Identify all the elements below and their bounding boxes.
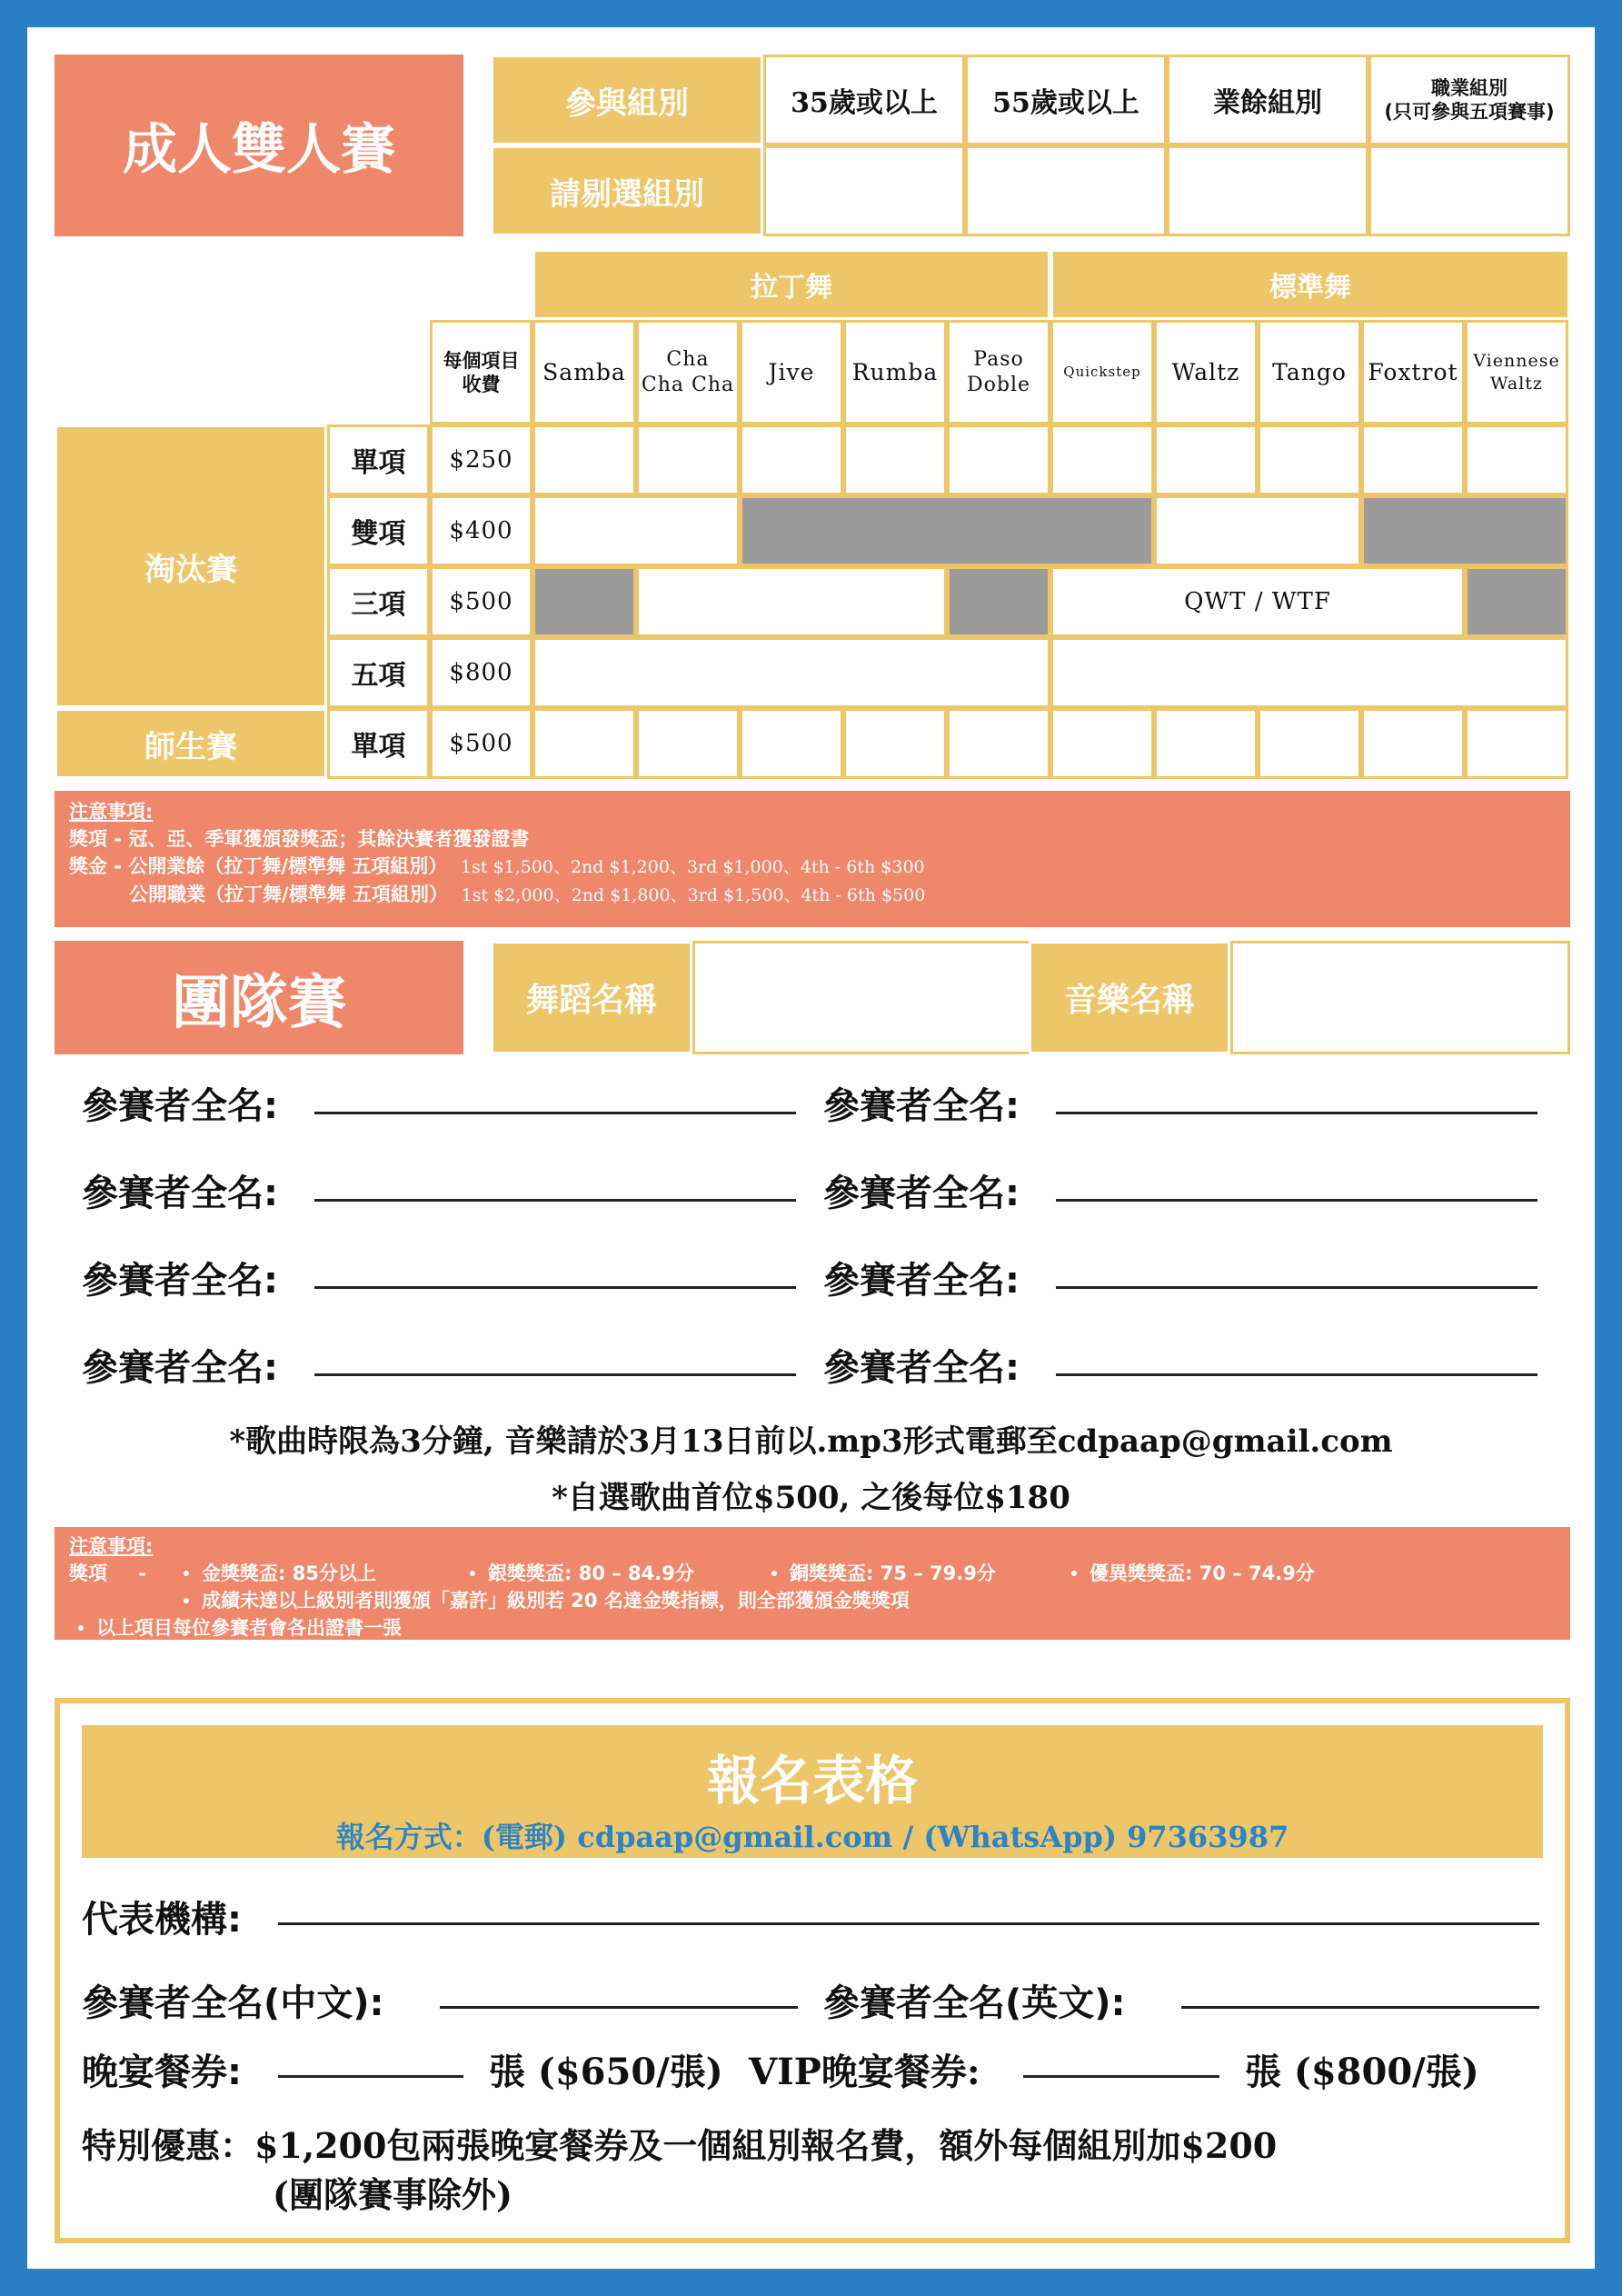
registration-sheet [27, 27, 1595, 2269]
participant-label: 參賽者全名: [823, 1347, 1020, 1389]
form-title: 報名表格 [706, 1750, 918, 1812]
row-label-0: 單項 [327, 424, 430, 495]
participant-name-input[interactable] [1056, 1112, 1537, 1114]
row-label-4: 單項 [327, 708, 430, 779]
notes-award-line: 獎項 - 冠、亞、季軍獲頒發獎盃；其餘決賽者獲發證書 [69, 828, 530, 850]
three-standard-option[interactable]: QWT / WTF [1050, 566, 1465, 637]
participant-name-input[interactable] [314, 1112, 796, 1114]
dinner-label: 晚宴餐券: [82, 2051, 242, 2093]
special-offer: 特別優惠：$1,200包兩張晚宴餐券及一個組別報名費，額外每個組別加$200 [82, 2125, 1278, 2166]
participant-name-input[interactable] [1056, 1286, 1537, 1289]
entry-checkbox-cell[interactable] [636, 424, 740, 495]
group-amateur: 業餘組別 [1167, 55, 1368, 145]
row-fee-0: $250 [430, 424, 532, 495]
unavailable-cell [1465, 566, 1568, 637]
music-name-label: 音樂名稱 [1029, 941, 1230, 1054]
participant-label: 參賽者全名: [82, 1085, 278, 1127]
vip-dinner-label: VIP晚宴餐券: [749, 2051, 980, 2093]
registration-method: 報名方式：(電郵) cdpaap@gmail.com / (WhatsApp) 97363987 [335, 1820, 1289, 1854]
participant-name-input[interactable] [1056, 1199, 1537, 1202]
notes-prize-amateur: 獎金 - 公開業餘（拉丁舞/標準舞 五項組別） 1st $1,500、2nd $1,200、3rd $1,000、4th - 6th $300 [69, 855, 925, 877]
dance-header-cha-cha-cha: Cha Cha Cha [636, 320, 740, 424]
notes-box-1 [55, 791, 1570, 927]
row-label-2: 三項 [327, 566, 430, 637]
entry-checkbox-cell[interactable] [1465, 424, 1568, 495]
entry-checkbox-cell[interactable] [1154, 708, 1258, 779]
team-title-box [55, 941, 463, 1054]
teacher-student-label: 師生賽 [55, 708, 327, 779]
checkbox-55plus[interactable] [965, 145, 1167, 236]
notes-heading-1: 注意事項: [69, 801, 154, 823]
dance-header-tango: Tango [1258, 320, 1361, 424]
participant-label: 參賽者全名: [823, 1085, 1020, 1127]
dinner-qty-input[interactable] [278, 2075, 463, 2078]
notes-box-2 [55, 1527, 1570, 1640]
vip-dinner-price: 張 ($800/張) [1245, 2051, 1479, 2093]
song-fee-note: *自選歌曲首位$500, 之後每位$180 [552, 1480, 1070, 1516]
team-title: 團隊賽 [172, 969, 346, 1037]
participant-label: 參賽者全名: [82, 1347, 278, 1389]
entry-checkbox-cell[interactable] [1258, 708, 1361, 779]
select-label-cell: 請剔選組別 [491, 145, 763, 236]
dance-name-label: 舞蹈名稱 [491, 941, 692, 1054]
notes-awards-line: 獎項 - 金獎獎盃: 85分以上 銀獎獎盃: 80 – 84.9分 銅獎獎盃: 75 – 79.9分 優異獎獎盃: 70 – 74.9分 [69, 1562, 1315, 1584]
row-label-3: 五項 [327, 637, 430, 708]
row-fee-4: $500 [430, 708, 532, 779]
adult-couple-title: 成人雙人賽 [123, 118, 395, 182]
entry-checkbox-cell[interactable] [947, 424, 1050, 495]
name-en-label: 參賽者全名(英文): [823, 1982, 1126, 2024]
participant-label: 參賽者全名: [823, 1260, 1020, 1302]
row-fee-2: $500 [430, 566, 532, 637]
adult-couple-title-box [55, 55, 463, 236]
participant-name-input[interactable] [1056, 1373, 1537, 1376]
group-professional: 職業組別 (只可參與五項賽事) [1368, 55, 1570, 145]
entry-checkbox-cell[interactable] [843, 708, 947, 779]
checkbox-35plus[interactable] [763, 145, 965, 236]
dance-name-input[interactable] [692, 941, 1056, 1054]
entry-checkbox-cell[interactable] [1258, 424, 1361, 495]
notes-cert-line: 以上項目每位參賽者會各出證書一張 [69, 1614, 1556, 1642]
name-cn-label: 參賽者全名(中文): [82, 1982, 384, 2024]
dance-header-waltz: Waltz [1154, 320, 1258, 424]
organization-label: 代表機構: [82, 1899, 242, 1941]
special-offer-exclusion: (團隊賽事除外) [273, 2174, 512, 2215]
notes-commend-line: 成績未達以上級別者則獲頒「嘉許」級別若 20 名達金獎指標，則全部獲頒金獎獎項 [69, 1587, 1556, 1614]
row-label-1: 雙項 [327, 495, 430, 566]
entry-checkbox-cell[interactable] [532, 637, 1050, 708]
music-name-input[interactable] [1230, 941, 1570, 1054]
group-55plus: 55歲或以上 [965, 55, 1167, 145]
entry-checkbox-cell[interactable] [636, 708, 740, 779]
entry-checkbox-cell[interactable] [740, 708, 843, 779]
notes-heading-2: 注意事項: [69, 1535, 154, 1557]
entry-checkbox-cell[interactable] [1050, 708, 1154, 779]
checkbox-amateur[interactable] [1167, 145, 1368, 236]
knockout-label: 淘汰賽 [55, 424, 327, 708]
latin-header: 拉丁舞 [532, 249, 1050, 320]
row-fee-3: $800 [430, 637, 532, 708]
group-label-cell: 參與組別 [491, 55, 763, 145]
participant-label: 參賽者全名: [82, 1260, 278, 1302]
dance-header-samba: Samba [532, 320, 636, 424]
entry-checkbox-cell[interactable] [636, 566, 947, 637]
vip-qty-input[interactable] [1023, 2075, 1219, 2078]
entry-checkbox-cell[interactable] [1154, 424, 1258, 495]
entry-checkbox-cell[interactable] [1154, 495, 1361, 566]
unavailable-cell [1361, 495, 1568, 566]
group-35plus: 35歲或以上 [763, 55, 965, 145]
checkbox-professional[interactable] [1368, 145, 1570, 236]
row-fee-1: $400 [430, 495, 532, 566]
dance-header-quickstep: Quickstep [1050, 320, 1154, 424]
music-note: *歌曲時限為3分鐘, 音樂請於3月13日前以.mp3形式電郵至cdpaap@gmail.com [229, 1423, 1393, 1460]
unavailable-cell [532, 566, 636, 637]
participant-label: 參賽者全名: [82, 1173, 278, 1214]
dance-header-paso-doble: Paso Doble [947, 320, 1050, 424]
entry-checkbox-cell[interactable] [532, 708, 636, 779]
entry-checkbox-cell[interactable] [843, 424, 947, 495]
entry-checkbox-cell[interactable] [1361, 424, 1465, 495]
standard-header: 標準舞 [1050, 249, 1570, 320]
entry-checkbox-cell[interactable] [1050, 424, 1154, 495]
entry-checkbox-cell[interactable] [1050, 637, 1568, 708]
form-header [82, 1725, 1543, 1858]
organization-input[interactable] [278, 1922, 1539, 1925]
participant-label: 參賽者全名: [823, 1173, 1020, 1214]
dance-header-rumba: Rumba [843, 320, 947, 424]
entry-checkbox-cell[interactable] [1465, 708, 1568, 779]
entry-checkbox-cell[interactable] [1361, 708, 1465, 779]
dinner-price: 張 ($650/張) [489, 2051, 723, 2093]
notes-prize-professional: 公開職業（拉丁舞/標準舞 五項組別） 1st $2,000、2nd $1,800、3rd $1,500、4th - 6th $500 [129, 883, 926, 905]
entry-checkbox-cell[interactable] [740, 424, 843, 495]
dance-header-jive: Jive [740, 320, 843, 424]
name-en-input[interactable] [1181, 2006, 1539, 2009]
dance-header-foxtrot: Foxtrot [1361, 320, 1465, 424]
fee-header: 每個項目 收費 [430, 320, 532, 424]
participant-name-input[interactable] [314, 1286, 796, 1289]
participant-name-input[interactable] [314, 1199, 796, 1202]
name-cn-input[interactable] [440, 2006, 798, 2009]
dance-header-viennese-waltz: Viennese Waltz [1465, 320, 1568, 424]
participant-name-input[interactable] [314, 1373, 796, 1376]
entry-checkbox-cell[interactable] [532, 424, 636, 495]
unavailable-cell [740, 495, 1154, 566]
entry-checkbox-cell[interactable] [532, 495, 740, 566]
entry-checkbox-cell[interactable] [947, 708, 1050, 779]
unavailable-cell [947, 566, 1050, 637]
